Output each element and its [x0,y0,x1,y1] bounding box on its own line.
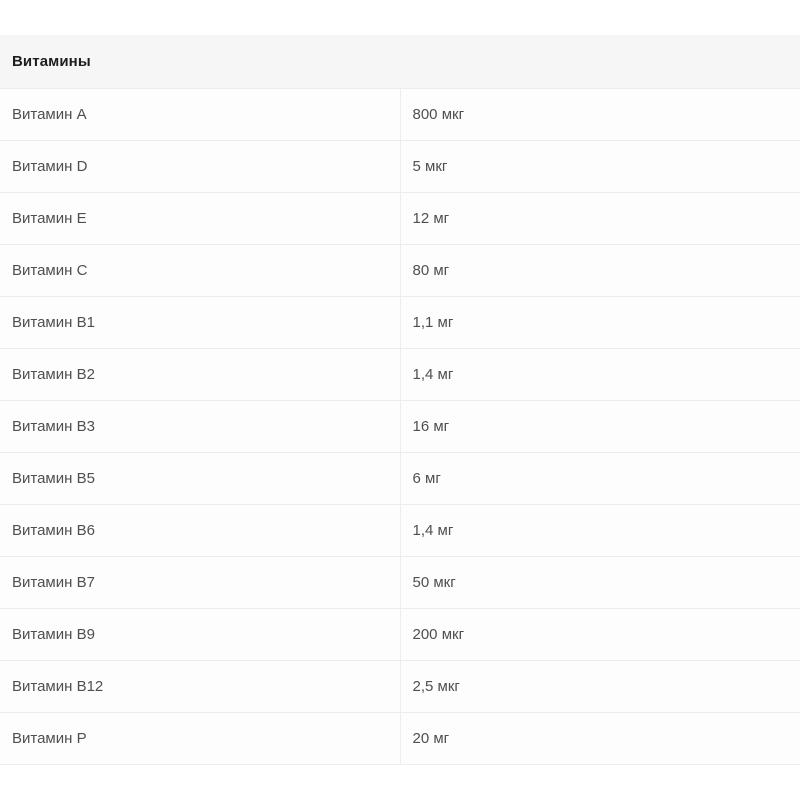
table-row [0,453,800,505]
table-row [0,349,800,401]
vitamin-amount: 16 мг [400,401,800,453]
table-row [0,89,800,141]
vitamin-amount: 80 мг [400,245,800,297]
table-title: Витамины [0,35,800,89]
vitamin-amount: 50 мкг [400,557,800,609]
table-row [0,661,800,713]
vitamin-amount: 1,1 мг [400,297,800,349]
table-row [0,193,800,245]
vitamin-name: Витамин B2 [0,349,400,401]
vitamin-amount: 200 мкг [400,609,800,661]
table-row [0,297,800,349]
vitamins-table [0,35,800,765]
vitamin-name: Витамин P [0,713,400,765]
table-row [0,401,800,453]
vitamin-name: Витамин B7 [0,557,400,609]
table-row [0,141,800,193]
vitamin-amount: 12 мг [400,193,800,245]
vitamin-amount: 1,4 мг [400,349,800,401]
table-row [0,505,800,557]
vitamin-name: Витамин B12 [0,661,400,713]
vitamin-name: Витамин C [0,245,400,297]
vitamin-name: Витамин A [0,89,400,141]
vitamin-name: Витамин B3 [0,401,400,453]
vitamin-name: Витамин D [0,141,400,193]
vitamin-amount: 20 мг [400,713,800,765]
vitamin-name: Витамин B1 [0,297,400,349]
vitamin-amount: 2,5 мкг [400,661,800,713]
vitamin-amount: 6 мг [400,453,800,505]
vitamin-amount: 5 мкг [400,141,800,193]
table-body [0,89,800,765]
vitamin-name: Витамин E [0,193,400,245]
table-row [0,713,800,765]
vitamin-name: Витамин B9 [0,609,400,661]
table-header-row [0,35,800,89]
table-row [0,245,800,297]
table-row [0,609,800,661]
vitamin-name: Витамин B6 [0,505,400,557]
table-row [0,557,800,609]
vitamin-amount: 1,4 мг [400,505,800,557]
vitamin-name: Витамин B5 [0,453,400,505]
vitamin-amount: 800 мкг [400,89,800,141]
